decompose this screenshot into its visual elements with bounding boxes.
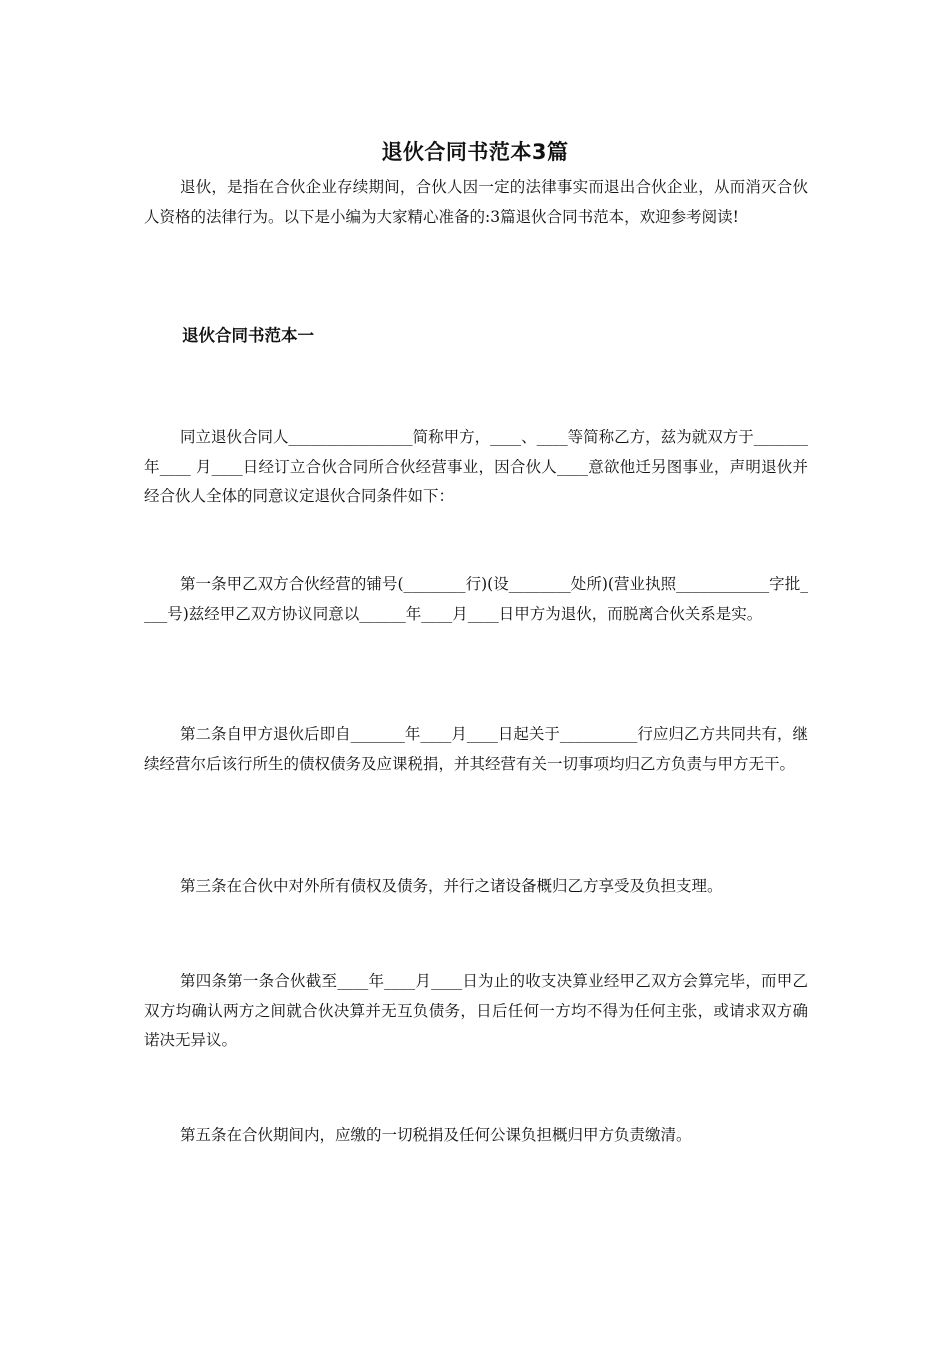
article-3: 第三条在合伙中对外所有债权及债务，并行之诸设备概归乙方享受及负担支理。 — [180, 877, 723, 895]
article-2: 第二条自甲方退伙后即自_______年____月____日起关于__________行应归乙方共同共有，继续经营尔后该行所生的债权债务及应课税捐，并其经营有关一切事项均归乙方负责与甲方无干。 — [144, 725, 808, 773]
document-title: 退伙合同书范本3篇 — [381, 140, 569, 165]
section-heading: 退伙合同书范本一 — [182, 326, 314, 345]
article-1: 第一条甲乙双方合伙经营的铺号(________行)(设________处所)(营业执照____________字批____号)兹经甲乙双方协议同意以______年____月____日甲方为退伙，而脱离合伙关系是实。 — [144, 575, 808, 623]
intro-paragraph: 退伙，是指在合伙企业存续期间，合伙人因一定的法律事实而退出合伙企业，从而消灭合伙人资格的法律行为。以下是小编为大家精心准备的:3篇退伙合同书范本，欢迎参考阅读! — [144, 178, 808, 226]
contract-preamble: 同立退伙合同人________________简称甲方，____、____等简称乙方，兹为就双方于_______年____ 月____日经订立合伙合同所合伙经营事业，因合伙人____意欲他迁另图事业，声明退伙并经合伙人全体的同意议定退伙合同条件如下： — [144, 428, 808, 505]
article-5: 第五条在合伙期间内，应缴的一切税捐及任何公课负担概归甲方负责缴清。 — [180, 1126, 692, 1144]
article-4: 第四条第一条合伙截至____年____月____日为止的收支决算业经甲乙双方会算完毕，而甲乙双方均确认两方之间就合伙决算并无互负债务，日后任何一方均不得为任何主张，或请求双方确诺决无异议。 — [144, 972, 808, 1049]
